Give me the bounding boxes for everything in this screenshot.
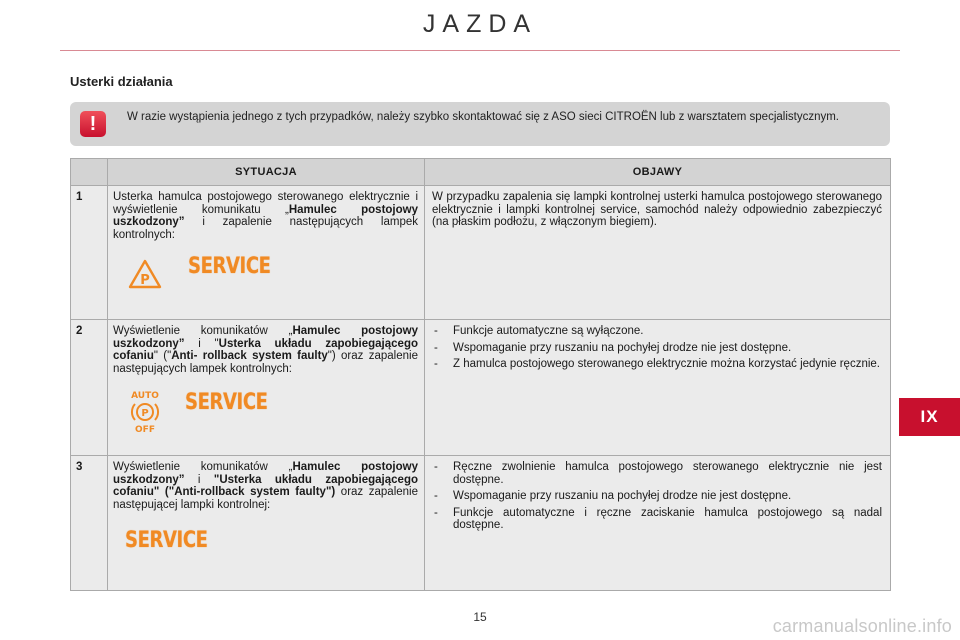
section-heading: Usterki działania — [70, 74, 173, 89]
header-divider — [60, 50, 900, 51]
situation-message: Usterka układu zapobiegającego cofaniu — [113, 337, 418, 362]
auto-label: AUTO — [131, 391, 159, 401]
service-lamp: SERVICE — [188, 254, 271, 279]
list-item: - Funkcje automatyczne są wyłączone. — [432, 325, 882, 338]
situation-cell — [108, 456, 425, 591]
list-item: - Z hamulca postojowego sterowanego elektrycznie można korzystać jedynie ręcznie. — [432, 358, 882, 371]
page-title: JAZDA — [422, 10, 538, 38]
chapter-tab[interactable]: IX — [899, 398, 960, 436]
service-lamp: SERVICE — [185, 390, 268, 415]
header-empty-cell — [71, 159, 108, 186]
svg-text:P: P — [140, 273, 150, 288]
situation-message: Anti- rollback system faulty — [171, 350, 328, 362]
situation-text-part: Usterka hamulca postojowego sterowanego elektrycznie i wyświetlenie komunikatu „ — [113, 191, 418, 216]
symptoms-cell: W przypadku zapalenia się lampki kontrolnej usterki hamulca postojowego sterowanego elektrycznie i lampki kontrolnej service, samochód należy odpowiednio zabezpieczyć (na płaskim podłożu, z włączonym biegiem). — [425, 186, 891, 320]
table-row — [71, 456, 891, 591]
situation-message: "Usterka układu zapobiegającego cofaniu" ("Anti-rollback system faulty") — [113, 473, 418, 498]
warning-lamps — [113, 511, 418, 571]
faults-table — [70, 158, 891, 591]
situation-text-part: i — [184, 473, 214, 486]
warning-box — [70, 102, 890, 146]
warning-lamps — [113, 375, 418, 441]
situation-text-part: " (" — [153, 350, 172, 362]
list-item: - Wspomaganie przy ruszaniu na pochyłej drodze nie jest dostępne. — [432, 490, 882, 503]
symptoms-list — [432, 325, 882, 371]
warning-lamps — [113, 241, 418, 299]
parking-brake-warning-triangle-icon — [128, 259, 162, 289]
situation-message: Hamulec postojowy uszkodzony” — [113, 203, 418, 228]
situation-text-part: Wyświetlenie komunikatów „ — [113, 325, 293, 337]
warning-exclamation-icon: ! — [80, 111, 106, 137]
situation-text — [113, 325, 418, 375]
situation-text — [113, 191, 418, 241]
service-lamp: SERVICE — [125, 528, 208, 553]
table-row — [71, 186, 891, 320]
situation-text-part: ") oraz zapalenie następujących lampek kontrolnych: — [113, 350, 418, 375]
situation-text-part: oraz zapalenie następującej lampki kontrolnej: — [113, 486, 418, 511]
off-label: OFF — [135, 425, 155, 435]
svg-text:P: P — [141, 408, 149, 419]
row-number: 2 — [71, 320, 108, 456]
watermark: carmanualsonline.info — [772, 616, 952, 636]
list-item: - Ręczne zwolnienie hamulca postojowego sterowanego elektrycznie nie jest dostępne. — [432, 461, 882, 486]
situation-text — [113, 461, 418, 511]
auto-off-parking-brake-icon — [127, 390, 163, 434]
list-item: - Wspomaganie przy ruszaniu na pochyłej drodze nie jest dostępne. — [432, 342, 882, 355]
situation-text-part: i " — [184, 337, 219, 350]
warning-text: W razie wystąpienia jednego z tych przypadków, należy szybko skontaktować się z ASO sieci CITROËN lub z warsztatem specjalistycznym. — [127, 111, 839, 123]
page-number: 15 — [473, 610, 487, 624]
situation-message: Hamulec postojowy uszkodzony” — [113, 325, 418, 350]
situation-text-part: i zapalenie następujących lampek kontrolnych: — [113, 216, 418, 241]
list-item: - Funkcje automatyczne i ręczne zaciskanie hamulca postojowego są nadal dostępne. — [432, 507, 882, 532]
header-symptoms: OBJAWY — [425, 159, 891, 186]
row-number: 3 — [71, 456, 108, 591]
situation-message: Hamulec postojowy uszkodzony” — [113, 461, 418, 486]
table-header-row — [71, 159, 891, 186]
row-number: 1 — [71, 186, 108, 320]
parking-brake-circle-icon — [130, 400, 160, 424]
header-situation: SYTUACJA — [108, 159, 425, 186]
table-row — [71, 320, 891, 456]
symptoms-cell — [425, 456, 891, 591]
symptoms-cell — [425, 320, 891, 456]
situation-text-part: Wyświetlenie komunikatów „ — [113, 461, 293, 473]
symptoms-list — [432, 461, 882, 532]
situation-cell — [108, 186, 425, 320]
situation-cell — [108, 320, 425, 456]
